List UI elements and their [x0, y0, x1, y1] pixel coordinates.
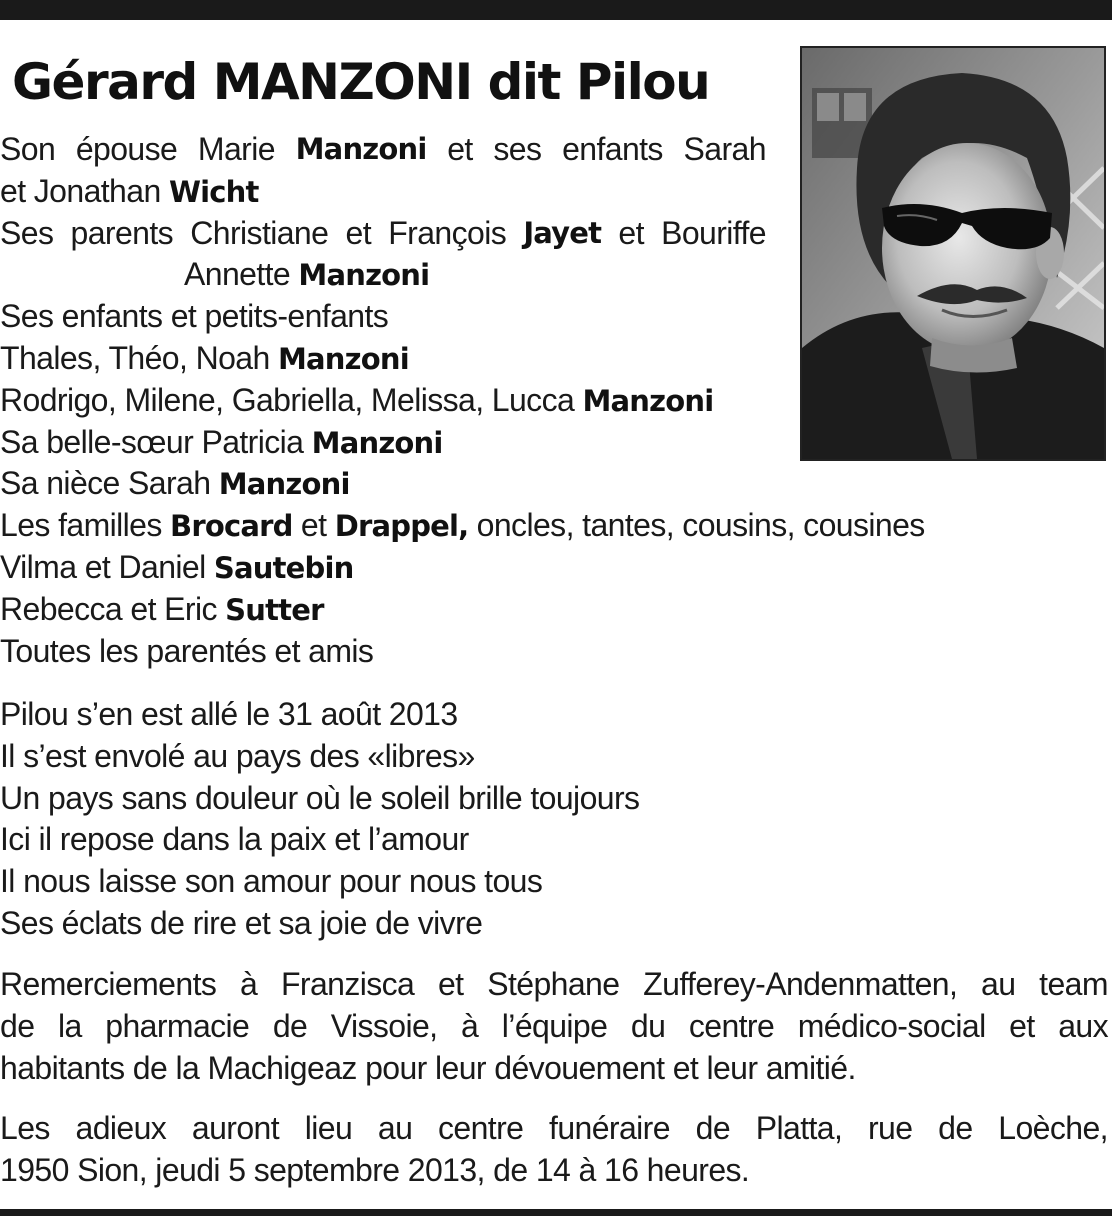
farewell-word: rue — [867, 1110, 913, 1146]
family-text: oncles, tantes, cousins, cousines — [468, 507, 925, 544]
family-surname: Manzoni — [277, 341, 409, 376]
family-line-grandchildren-1 — [0, 338, 770, 380]
family-line-parents-cont — [0, 254, 770, 296]
farewell-word: Les — [0, 1110, 50, 1146]
family-line-relatives — [0, 631, 770, 673]
thanks-word: à — [461, 1008, 479, 1044]
family-line-parents — [0, 213, 766, 255]
farewell-word: auront — [191, 1110, 280, 1146]
thanks-word: de — [272, 1008, 308, 1044]
thanks-word: la — [57, 1008, 82, 1044]
family-line-children — [0, 171, 770, 213]
family-line-sister-in-law — [0, 422, 770, 464]
deceased-name-title: Gérard MANZONI dit Pilou — [12, 53, 710, 111]
family-surname: Manzoni — [298, 258, 430, 293]
family-surname: Brocard — [170, 509, 293, 544]
thanks-word: et — [437, 966, 464, 1002]
thanks-line-2 — [0, 1005, 1108, 1047]
family-text: Annette — [184, 256, 299, 293]
family-text: Vilma et Daniel — [0, 548, 214, 585]
family-surname: Sautebin — [213, 550, 354, 585]
farewell-word: Loèche, — [998, 1110, 1108, 1146]
poem-line: Il s’est envolé au pays des «libres» — [0, 737, 475, 774]
family-word: François — [388, 214, 507, 251]
family-surname: Drappel, — [334, 509, 469, 544]
thanks-word: et — [1009, 1008, 1035, 1044]
farewell-word: centre — [437, 1110, 524, 1146]
thanks-word: aux — [1058, 1008, 1108, 1044]
thanks-word: médico-social — [797, 1008, 986, 1044]
farewell-paragraph — [0, 1107, 1108, 1191]
thanks-paragraph — [0, 963, 1108, 1089]
farewell-word: adieux — [75, 1110, 167, 1146]
family-text: et — [292, 507, 335, 544]
family-line-niece — [0, 463, 770, 505]
family-surname: Manzoni — [311, 425, 443, 460]
family-text: et Jonathan — [0, 172, 169, 209]
family-word: Bouriffe — [661, 214, 766, 251]
family-line-friends-1 — [0, 547, 770, 589]
family-line-grandchildren-heading — [0, 296, 770, 338]
family-word: Ses — [0, 214, 54, 251]
family-word: et — [447, 131, 473, 167]
thanks-line-3: habitants de la Machigeaz pour leur dévouement et leur amitié. — [0, 1050, 856, 1086]
family-word: épouse — [75, 131, 178, 167]
thanks-word: Vissoie, — [330, 1008, 438, 1044]
family-surname: Manzoni — [218, 467, 350, 502]
family-word: Son — [0, 131, 56, 167]
family-text: Les familles — [0, 507, 171, 544]
farewell-word: de — [938, 1110, 973, 1146]
poem-line: Pilou s’en est allé le 31 août 2013 — [0, 696, 458, 732]
thanks-word: Remerciements — [0, 966, 217, 1002]
thanks-word: pharmacie — [105, 1008, 250, 1044]
thanks-word: team — [1039, 966, 1108, 1002]
family-text: Toutes les parentés et amis — [0, 632, 374, 669]
family-surname: Sutter — [225, 592, 324, 627]
family-surname: Manzoni — [582, 383, 714, 418]
farewell-word: Platta, — [755, 1110, 843, 1146]
family-line-friends-2 — [0, 589, 770, 631]
family-word: Christiane — [190, 214, 329, 251]
family-line-grandchildren-2 — [0, 380, 770, 422]
thanks-word: l’équipe — [501, 1008, 608, 1044]
family-surname: Manzoni — [295, 132, 427, 166]
thanks-word: Franzisca — [280, 966, 415, 1002]
family-surname: Jayet — [523, 215, 602, 250]
thanks-word: centre — [688, 1008, 775, 1044]
poem-line: Ici il repose dans la paix et l’amour — [0, 821, 469, 858]
farewell-word: au — [377, 1110, 413, 1146]
farewell-word: funéraire — [549, 1110, 670, 1146]
family-surname: Wicht — [168, 174, 259, 209]
family-text: Sa nièce Sarah — [0, 465, 219, 502]
bottom-rule — [0, 1209, 1112, 1216]
thanks-word: au — [981, 966, 1016, 1002]
thanks-line-1 — [0, 963, 1108, 1005]
family-line-families — [0, 505, 1100, 547]
family-list — [0, 129, 925, 672]
thanks-word: Zufferey-Andenmatten, — [643, 966, 958, 1002]
thanks-word: Stéphane — [487, 966, 620, 1002]
thanks-word: à — [240, 966, 258, 1002]
memorial-poem — [0, 694, 639, 945]
family-word: Sarah — [683, 131, 766, 167]
poem-line: Ses éclats de rire et sa joie de vivre — [0, 904, 483, 941]
family-word: et — [345, 214, 372, 251]
family-text: Rebecca et Eric — [0, 590, 226, 627]
thanks-word: du — [630, 1008, 666, 1044]
family-text: Thales, Théo, Noah — [0, 339, 278, 376]
poem-line: Il nous laisse son amour pour nous tous — [0, 863, 543, 900]
family-word: enfants — [562, 131, 663, 167]
family-line-spouse — [0, 129, 766, 171]
farewell-word: de — [695, 1110, 731, 1146]
farewell-word: lieu — [304, 1110, 353, 1146]
farewell-line-1 — [0, 1107, 1108, 1149]
family-word: ses — [493, 131, 542, 167]
family-text: Rodrigo, Milene, Gabriella, Melissa, Lucca — [0, 381, 583, 418]
farewell-line-2: 1950 Sion, jeudi 5 septembre 2013, de 14 à 16 heures. — [0, 1152, 750, 1188]
family-word: et — [618, 214, 644, 251]
top-rule — [0, 0, 1112, 20]
poem-line: Un pays sans douleur où le soleil brille toujours — [0, 779, 640, 816]
family-text: Sa belle-sœur Patricia — [0, 423, 312, 460]
family-word: parents — [70, 214, 174, 251]
portrait-photo — [800, 46, 1106, 461]
family-text: Ses enfants et petits-enfants — [0, 298, 389, 335]
thanks-word: de — [0, 1008, 35, 1044]
family-word: Marie — [197, 131, 275, 167]
